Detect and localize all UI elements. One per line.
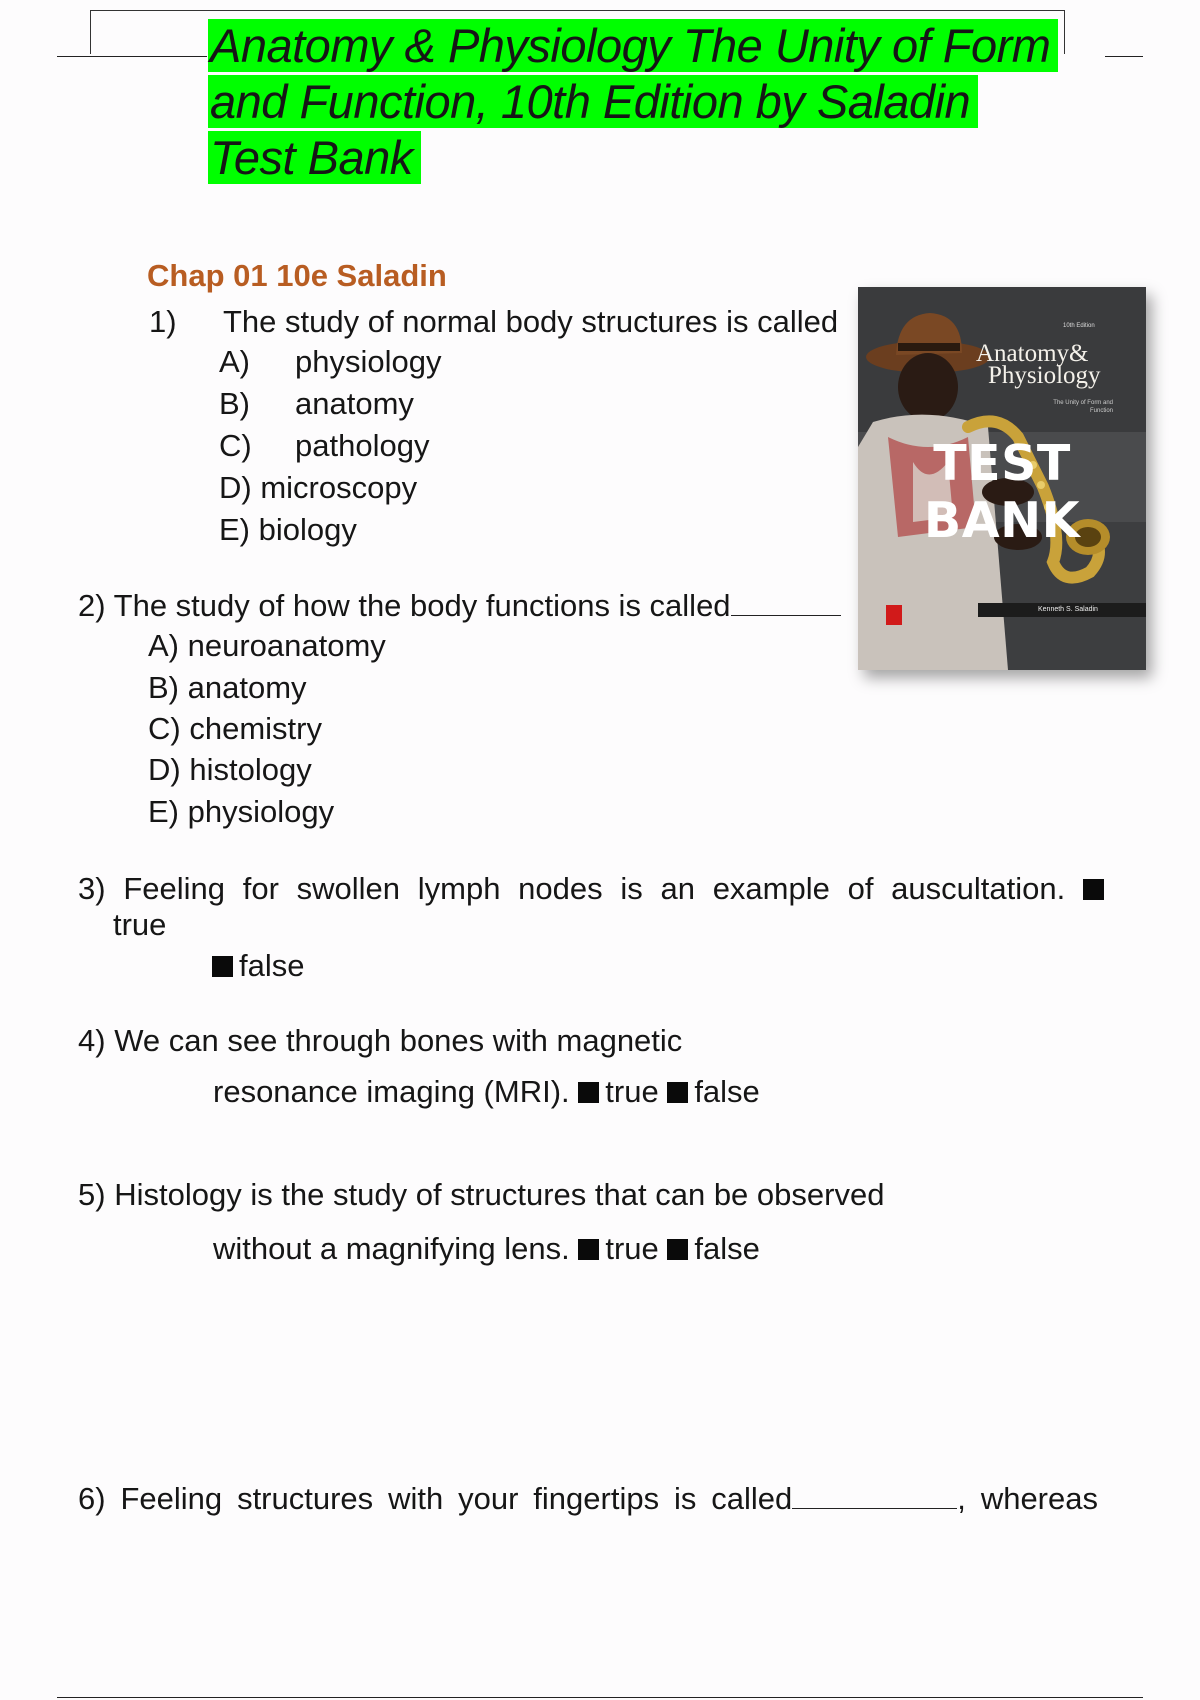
option-letter: D): [219, 470, 252, 505]
q2-option-d: [148, 750, 312, 790]
question-number: 5): [78, 1177, 106, 1212]
question-text: Feeling for swollen lymph nodes is an example of auscultation.: [123, 871, 1066, 906]
question-5: [78, 1175, 884, 1215]
option-letter: E): [219, 512, 250, 547]
question-3: [78, 869, 1110, 909]
checkbox-icon[interactable]: [1083, 879, 1104, 900]
option-text: neuroanatomy: [187, 628, 386, 663]
option-text: physiology: [187, 794, 335, 829]
option-text: histology: [189, 752, 312, 787]
cover-title-line-1: Anatomy&: [976, 340, 1089, 367]
checkbox-icon[interactable]: [578, 1082, 599, 1103]
question-4-continued: [213, 1072, 760, 1112]
question-text-line-2: without a magnifying lens.: [213, 1231, 570, 1266]
question-text: Feeling structures with your fingertips is called: [120, 1481, 793, 1516]
checkbox-icon[interactable]: [667, 1082, 688, 1103]
test-bank-banner: TEST BANK: [923, 435, 1081, 549]
question-text-line-1: We can see through bones with magnetic: [114, 1023, 683, 1058]
book-cover-image: [858, 287, 1146, 670]
false-label: false: [694, 1074, 760, 1109]
true-label: true: [113, 907, 167, 942]
question-5-continued: [213, 1229, 760, 1269]
option-letter: B): [148, 670, 179, 705]
q2-option-e: [148, 792, 334, 832]
checkbox-icon[interactable]: [212, 956, 233, 977]
question-2: [78, 586, 841, 626]
chapter-heading: Chap 01 10e Saladin: [147, 258, 447, 293]
question-text: The study of normal body structures is called: [223, 304, 839, 339]
cover-title-line-2: Physiology: [988, 362, 1101, 389]
option-text: microscopy: [260, 470, 418, 505]
q2-option-b: [148, 668, 307, 708]
q1-option-e: [219, 510, 357, 550]
answer-blank: [731, 589, 841, 616]
question-number: 3): [78, 871, 106, 906]
q1-option-c: [219, 426, 430, 466]
option-letter: C): [219, 428, 252, 463]
option-text: anatomy: [187, 670, 307, 705]
document-title: [208, 18, 1058, 186]
question-number: 6): [78, 1481, 106, 1516]
option-text: pathology: [295, 428, 430, 463]
option-text: biology: [258, 512, 357, 547]
cover-edition: 10th Edition: [1063, 323, 1095, 329]
question-6: [78, 1479, 1098, 1519]
title-line-1: Anatomy & Physiology The Unity of Form: [208, 19, 1058, 72]
cover-title: [976, 340, 1101, 389]
option-letter: A): [219, 344, 250, 379]
true-label: true: [605, 1231, 659, 1266]
answer-blank: [792, 1482, 957, 1509]
question-text-after: , whereas: [957, 1481, 1098, 1516]
question-number: 2): [78, 588, 106, 623]
option-text: chemistry: [189, 711, 322, 746]
option-text: anatomy: [295, 386, 414, 421]
cover-subtitle: The Unity of Form and Function: [1053, 400, 1113, 414]
option-letter: C): [148, 711, 181, 746]
question-number: 1): [149, 304, 177, 339]
question-number: 4): [78, 1023, 106, 1058]
question-4: [78, 1021, 682, 1061]
true-label: true: [605, 1074, 659, 1109]
q3-false-option: [212, 946, 304, 986]
option-letter: B): [219, 386, 250, 421]
cover-author: Kenneth S. Saladin: [1038, 606, 1098, 613]
checkbox-icon[interactable]: [578, 1239, 599, 1260]
question-text: The study of how the body functions is called: [113, 588, 731, 623]
title-line-2: and Function, 10th Edition by Saladin: [208, 75, 978, 128]
option-text: physiology: [295, 344, 442, 379]
q1-option-d: [219, 468, 417, 508]
option-letter: E): [148, 794, 179, 829]
question-text-line-2: resonance imaging (MRI).: [213, 1074, 570, 1109]
option-letter: D): [148, 752, 181, 787]
q1-option-a: [219, 342, 442, 382]
false-label: false: [694, 1231, 760, 1266]
publisher-logo: [886, 605, 902, 625]
q1-option-b: [219, 384, 414, 424]
checkbox-icon[interactable]: [667, 1239, 688, 1260]
header-rule-right: [1105, 56, 1143, 57]
option-letter: A): [148, 628, 179, 663]
q3-true-option: [113, 905, 166, 945]
question-1: [149, 302, 839, 342]
q2-option-c: [148, 709, 322, 749]
header-rule-left: [57, 56, 207, 57]
q2-option-a: [148, 626, 386, 666]
title-line-3: Test Bank: [208, 131, 421, 184]
false-label: false: [239, 948, 305, 983]
question-text-line-1: Histology is the study of structures that can be observed: [114, 1177, 885, 1212]
footer-rule: [57, 1697, 1143, 1698]
